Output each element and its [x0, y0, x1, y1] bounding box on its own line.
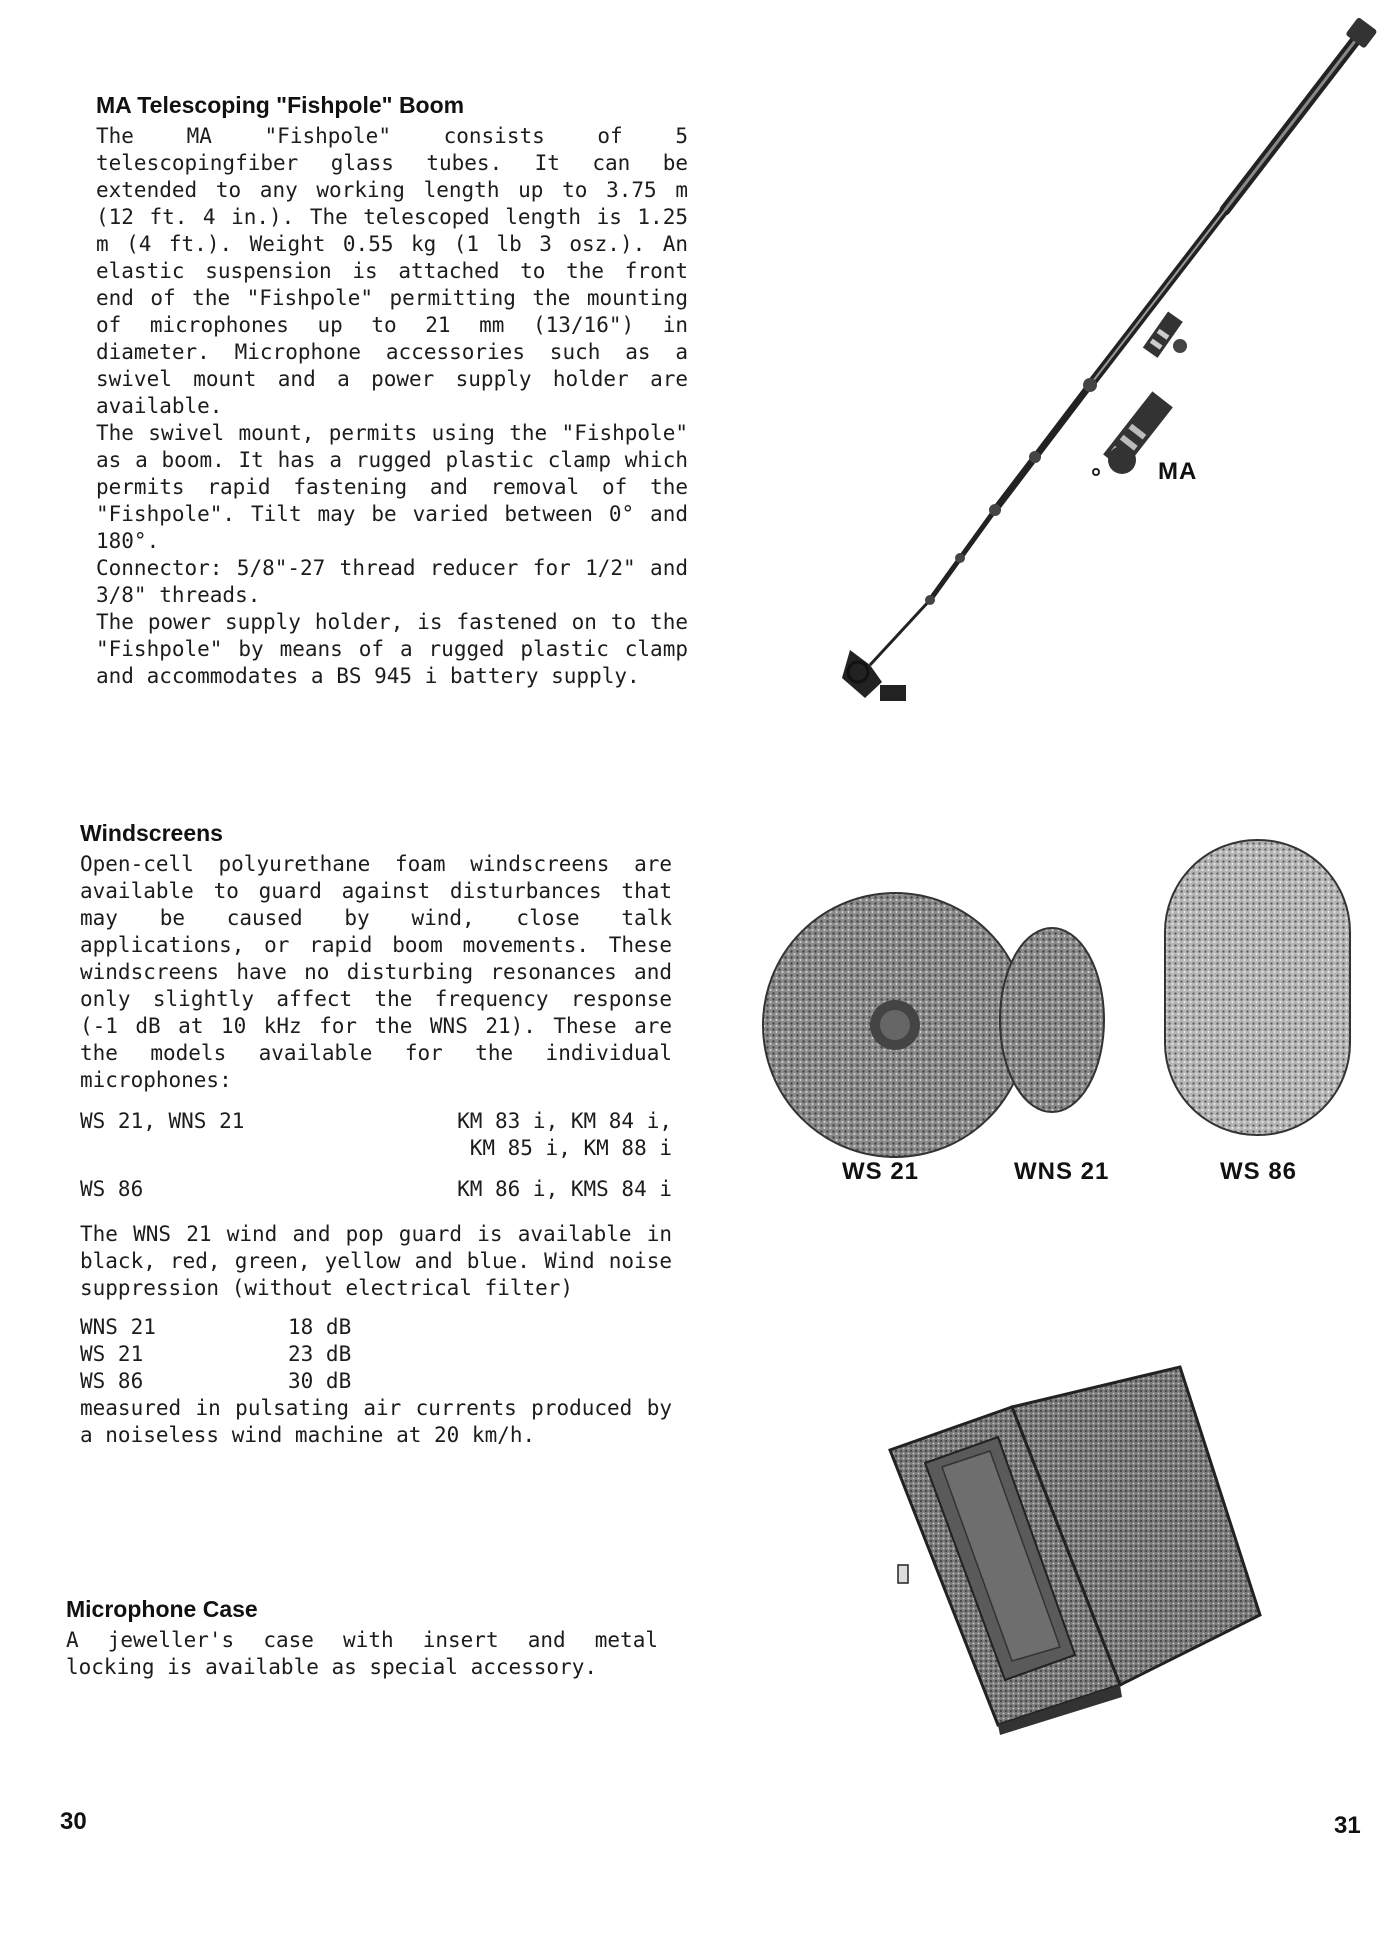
- noise-row: [80, 1314, 672, 1341]
- microphone-list-line: KM 86 i, KMS 84 i: [457, 1177, 672, 1201]
- fishpole-paragraph: Connector: 5/8"-27 thread reducer for 1/2" and 3/8" threads.: [96, 556, 688, 607]
- windscreen-model-table: [80, 1108, 672, 1203]
- windscreens-heading: Windscreens: [80, 820, 223, 846]
- windscreen-model: WS 21, WNS 21: [80, 1109, 245, 1133]
- measurement-note: measured in pulsating air currents produced by a noiseless wind machine at 20 km/h.: [80, 1396, 672, 1447]
- page-number-left: 30: [60, 1808, 87, 1835]
- microphone-case-illustration: [880, 1355, 1280, 1730]
- mic-case-section: [66, 1596, 658, 1681]
- page-number-right: 31: [1334, 1812, 1361, 1839]
- microphone-list: [430, 1176, 672, 1203]
- microphone-list-line: KM 85 i, KM 88 i: [469, 1136, 672, 1160]
- windscreens-intro: Open-cell polyurethane foam windscreens are available to guard against disturbances that may be caused by wind, close talk applications, or rapid boom movements. These windscreens have no disturbing resonances and only slightly affect the frequency response (-1 dB at 10 kHz for the WNS 21). These are the models available for the individual microphones:: [80, 852, 672, 1092]
- ws86-caption: WS 86: [1220, 1158, 1298, 1185]
- fishpole-boom-illustration: [770, 10, 1390, 710]
- fishpole-heading: MA Telescoping "Fishpole" Boom: [96, 92, 465, 118]
- model-row: [80, 1176, 672, 1203]
- noise-value: 23 dB: [288, 1342, 352, 1366]
- windscreens-illustration: [760, 830, 1360, 1140]
- noise-value: 18 dB: [288, 1315, 352, 1339]
- mic-case-text: A jeweller's case with insert and metal locking is available as special accessory.: [66, 1628, 658, 1679]
- microphone-list: [430, 1108, 672, 1162]
- noise-row: [80, 1368, 672, 1395]
- mic-case-heading: Microphone Case: [66, 1596, 258, 1622]
- windscreen-model: WS 86: [80, 1177, 144, 1201]
- model-row: [80, 1108, 672, 1162]
- ws21-caption: WS 21: [842, 1158, 920, 1185]
- fishpole-paragraph: The MA "Fishpole" consists of 5 telescopingfiber glass tubes. It can be extended to any working length up to 3.75 m (12 ft. 4 in.). The telescoped length is 1.25 m (4 ft.). Weight 0.55 kg (1 lb 3 osz.). An elastic suspension is attached to the front end of the "Fishpole" permitting the mounting of microphones up to 21 mm (13/16") in diameter. Microphone accessories such as a swivel mount and a power supply holder are available.: [96, 124, 688, 418]
- noise-model: WNS 21: [80, 1315, 156, 1339]
- noise-value: 30 dB: [288, 1369, 352, 1393]
- noise-row: [80, 1341, 672, 1368]
- fishpole-section: [96, 92, 688, 690]
- fishpole-text: [96, 123, 688, 690]
- fishpole-paragraph: The swivel mount, permits using the "Fishpole" as a boom. It has a rugged plastic clamp which permits rapid fastening and removal of the "Fishpole". Tilt may be varied between 0° and 180°.: [96, 421, 688, 553]
- windscreens-section: [80, 820, 672, 1449]
- fishpole-paragraph: The power supply holder, is fastened on to the "Fishpole" by means of a rugged plastic clamp and accommodates a BS 945 i battery supply.: [96, 610, 688, 688]
- noise-suppression-table: [80, 1314, 672, 1395]
- pop-guard-text: The WNS 21 wind and pop guard is available in black, red, green, yellow and blue. Wind noise suppression (without electrical filter): [80, 1222, 672, 1300]
- ma-label: MA: [1158, 458, 1198, 485]
- wns21-caption: WNS 21: [1014, 1158, 1110, 1185]
- microphone-list-line: KM 83 i, KM 84 i,: [457, 1109, 672, 1133]
- noise-model: WS 86: [80, 1369, 144, 1393]
- noise-model: WS 21: [80, 1342, 144, 1366]
